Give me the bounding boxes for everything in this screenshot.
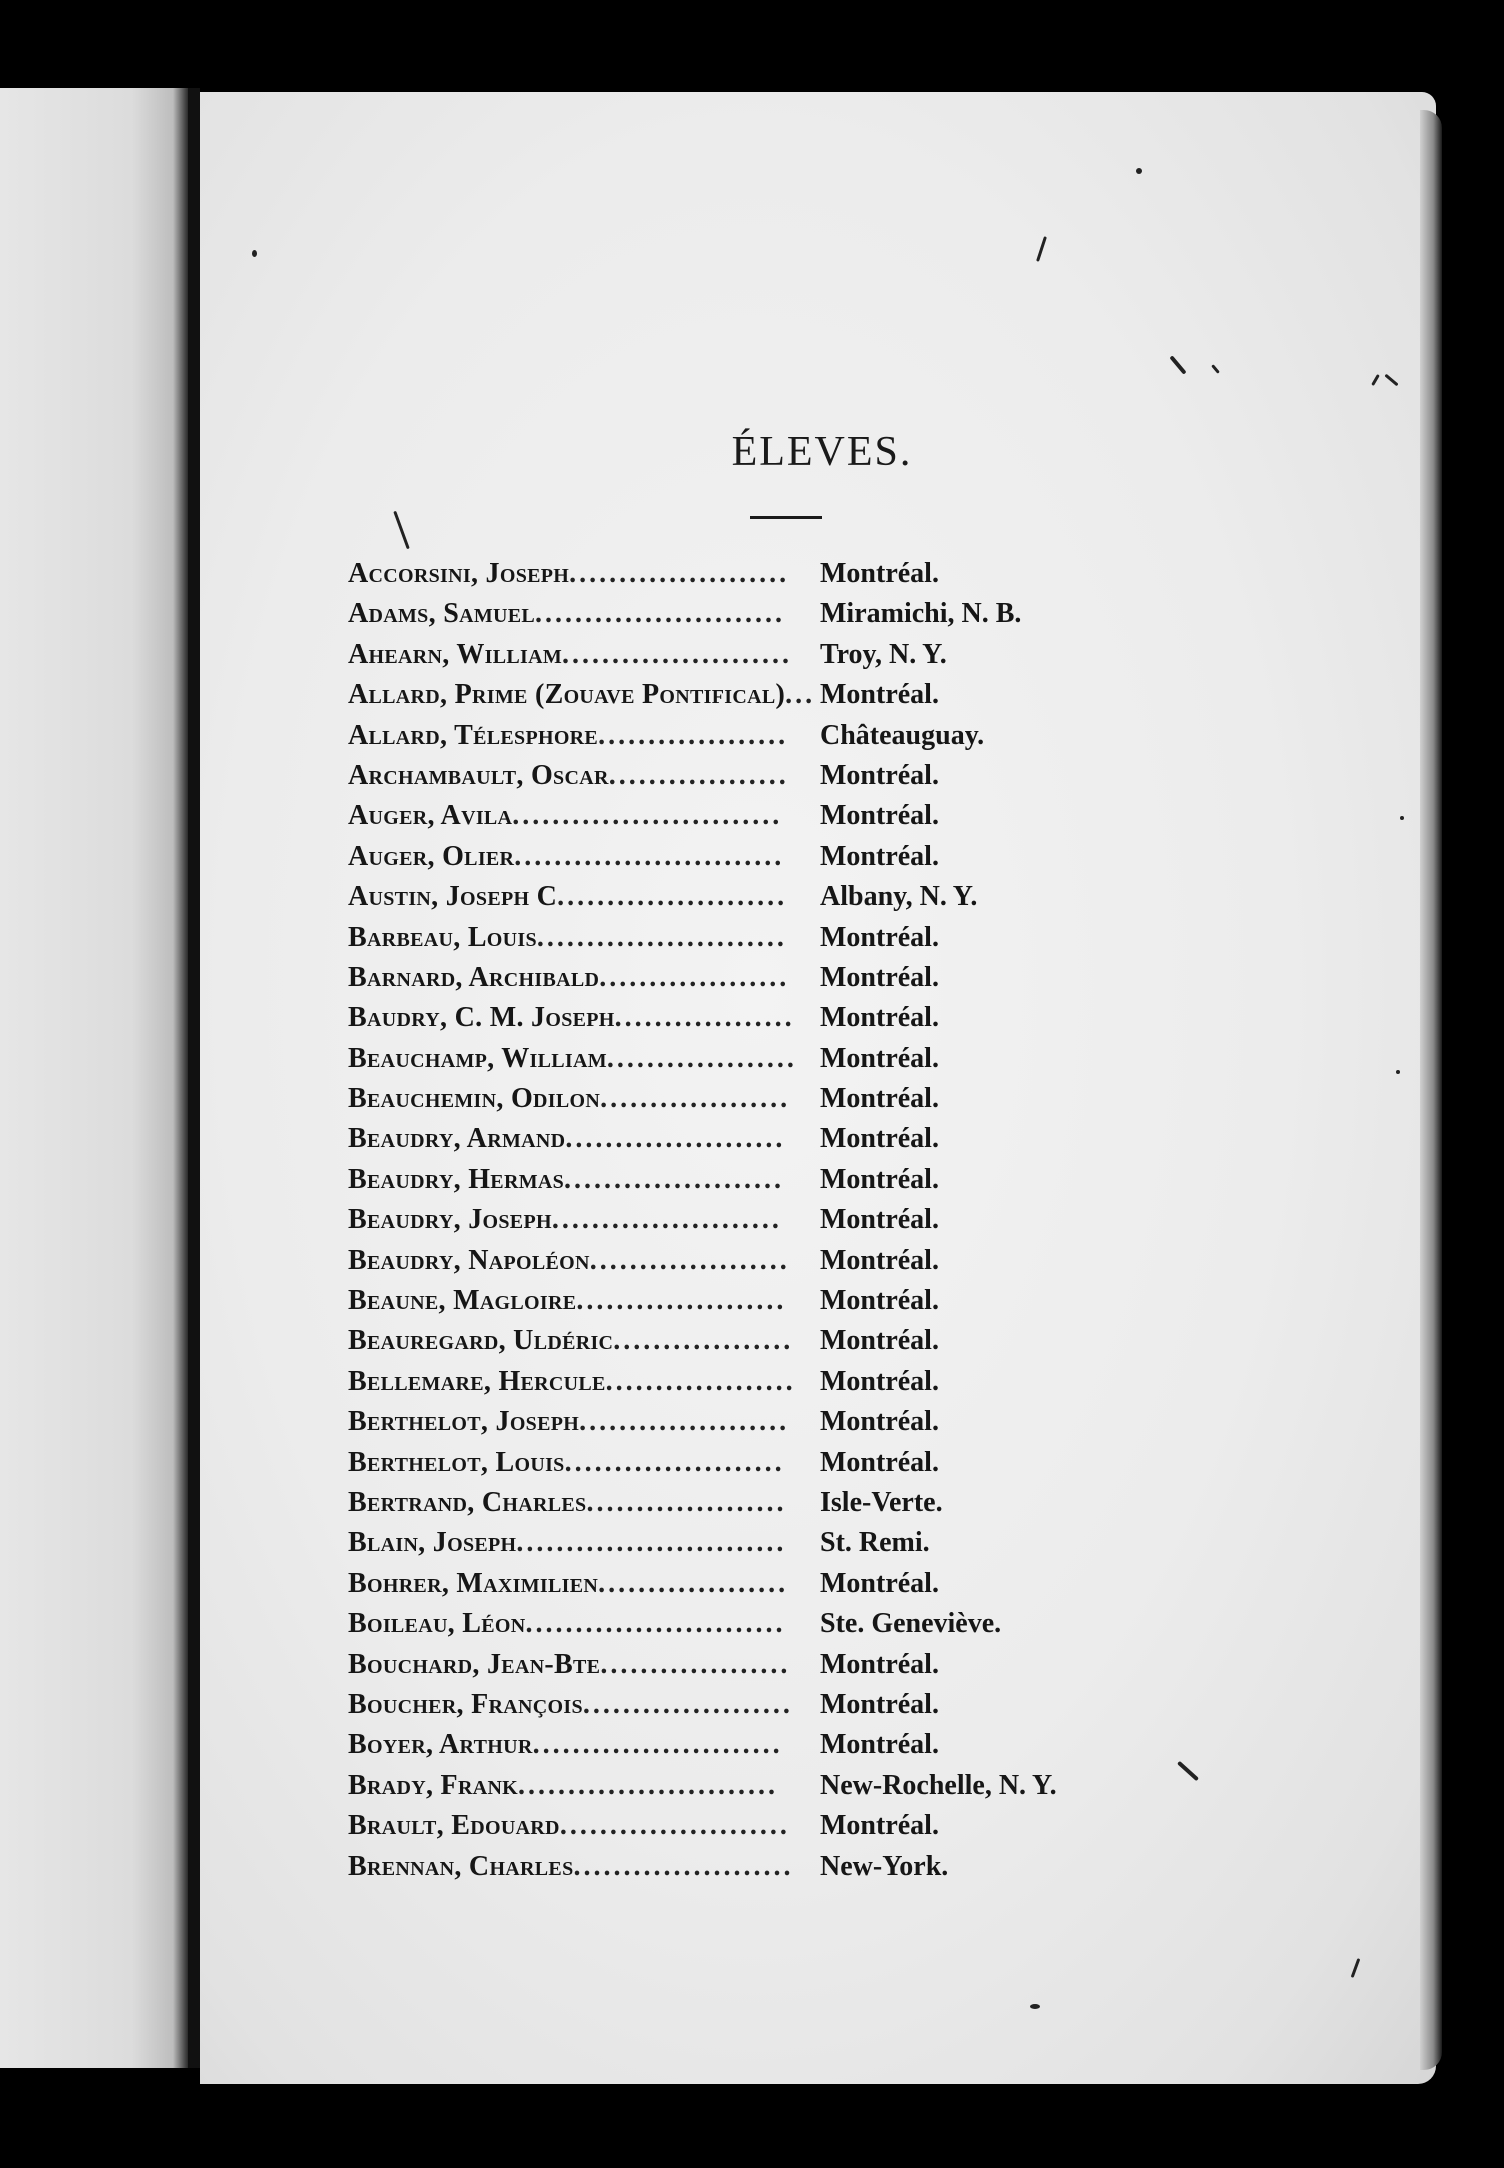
student-place: Montréal. (820, 921, 939, 953)
student-place: Montréal. (820, 1365, 939, 1397)
student-place: Montréal. (820, 1729, 939, 1761)
dot-leader: ....................... (559, 1810, 790, 1842)
student-row (348, 1689, 1128, 1729)
student-row (348, 1083, 1128, 1123)
scan-speck (1136, 168, 1142, 174)
student-name: Brennan, Charles (348, 1850, 574, 1882)
page-right-edge (1420, 110, 1442, 2070)
student-name: Boucher, François (348, 1688, 583, 1720)
student-row (348, 962, 1128, 1002)
student-place: Montréal. (820, 961, 939, 993)
student-row (348, 1649, 1128, 1689)
dot-leader: ....................... (562, 638, 793, 670)
student-row (348, 1366, 1128, 1406)
student-name: Allard, Télesphore (348, 719, 599, 751)
student-row (348, 922, 1128, 962)
student-name: Auger, Avila (348, 800, 513, 832)
dot-leader: ................... (598, 719, 789, 751)
dot-leader: ..................... (582, 1688, 793, 1720)
student-name: Ahearn, William (348, 638, 563, 670)
student-name: Accorsini, Joseph (348, 558, 570, 589)
student-name: Berthelot, Louis (348, 1446, 565, 1478)
student-row (348, 720, 1128, 760)
dot-leader: .................... (589, 1244, 790, 1276)
student-row (348, 639, 1128, 679)
dot-leader: .................... (586, 1486, 787, 1518)
student-name: Beaudry, Hermas (348, 1163, 565, 1195)
student-place: Montréal. (820, 1325, 939, 1357)
dot-leader: ...................... (565, 1123, 786, 1155)
student-place: Montréal. (820, 558, 939, 589)
student-row (348, 1851, 1128, 1891)
student-row (348, 1729, 1128, 1769)
student-name: Beauchemin, Odilon (348, 1083, 601, 1115)
student-name: Beaudry, Joseph (348, 1204, 552, 1236)
student-place: Montréal. (820, 1083, 939, 1115)
dot-leader: ......................... (532, 1729, 783, 1761)
student-row (348, 760, 1128, 800)
scan-speck (1030, 2004, 1040, 2009)
dot-leader: .......................... (518, 1769, 779, 1801)
dot-leader: ................... (605, 1365, 796, 1397)
student-place: Montréal. (820, 759, 939, 791)
student-row (348, 1568, 1128, 1608)
student-row (348, 1810, 1128, 1850)
student-name: Archambault, Oscar (348, 759, 609, 791)
dot-leader: .................. (608, 759, 789, 791)
dot-leader: .......................... (525, 1608, 786, 1640)
student-place: Miramichi, N. B. (820, 598, 1022, 630)
student-name: Auger, Olier (348, 840, 515, 872)
student-row (348, 1770, 1128, 1810)
dot-leader: ................... (598, 1567, 789, 1599)
student-row (348, 1487, 1128, 1527)
dot-leader: ........................... (516, 1527, 787, 1559)
facing-page-edge (0, 88, 188, 2068)
student-row (348, 558, 1128, 598)
student-place: Montréal. (820, 1567, 939, 1599)
dot-leader: .................. (613, 1325, 794, 1357)
student-name: Berthelot, Joseph (348, 1406, 580, 1438)
dot-leader: .................. (614, 1002, 795, 1034)
student-name: Allard, Prime (Zouave Pontifical) (348, 679, 786, 711)
student-list (348, 558, 1128, 1891)
student-place: Montréal. (820, 1648, 939, 1680)
student-place: Ste. Geneviève. (820, 1608, 1002, 1640)
dot-leader: ....................... (557, 881, 788, 913)
dot-leader: ......................... (536, 921, 787, 953)
student-name: Beauregard, Uldéric (348, 1325, 614, 1357)
student-row (348, 800, 1128, 840)
student-row (348, 1325, 1128, 1365)
student-row (348, 1447, 1128, 1487)
student-place: New-York. (820, 1850, 949, 1882)
dot-leader: ...................... (564, 1446, 785, 1478)
student-place: Montréal. (820, 1810, 939, 1842)
student-row (348, 598, 1128, 638)
student-row (348, 1527, 1128, 1567)
student-name: Beaudry, Armand (348, 1123, 566, 1155)
student-row (348, 1164, 1128, 1204)
dot-leader: ..................... (579, 1406, 790, 1438)
page-title: ÉLEVES. (731, 429, 913, 475)
student-row (348, 1608, 1128, 1648)
title-rule (750, 516, 822, 519)
student-place: Albany, N. Y. (820, 881, 978, 913)
dot-leader: ........................... (512, 800, 783, 832)
student-name: Baudry, C. M. Joseph (348, 1002, 615, 1034)
student-name: Boileau, Léon (348, 1608, 526, 1640)
scan-speck (252, 250, 257, 257)
student-place: Isle-Verte. (820, 1486, 943, 1518)
dot-leader: ....................... (551, 1204, 782, 1236)
student-name: Beaune, Magloire (348, 1285, 577, 1317)
student-name: Beaudry, Napoléon (348, 1244, 590, 1276)
student-row (348, 1123, 1128, 1163)
student-place: New-Rochelle, N. Y. (820, 1769, 1057, 1801)
student-name: Barbeau, Louis (348, 921, 537, 953)
dot-leader: ......................... (535, 598, 786, 630)
student-name: Adams, Samuel (348, 598, 536, 630)
student-name: Bouchard, Jean-Bte (348, 1648, 601, 1680)
student-place: Montréal. (820, 1406, 939, 1438)
student-row (348, 1204, 1128, 1244)
dot-leader: ........................... (514, 840, 785, 872)
student-name: Blain, Joseph (348, 1527, 517, 1559)
dot-leader: ................... (600, 1083, 791, 1115)
student-row (348, 1245, 1128, 1285)
dot-leader: ...................... (573, 1850, 794, 1882)
student-row (348, 1285, 1128, 1325)
student-place: Châteauguay. (820, 719, 985, 751)
student-place: Montréal. (820, 1163, 939, 1195)
student-row (348, 679, 1128, 719)
student-place: Montréal. (820, 1002, 939, 1034)
student-place: Montréal. (820, 1204, 939, 1236)
book-gutter (188, 88, 200, 2068)
student-place: Troy, N. Y. (820, 638, 947, 670)
scan-speck (1400, 816, 1404, 820)
student-row (348, 1406, 1128, 1446)
student-name: Bohrer, Maximilien (348, 1567, 599, 1599)
student-name: Beauchamp, William (348, 1042, 607, 1074)
dot-leader: ..................... (576, 1285, 787, 1317)
student-place: Montréal. (820, 1446, 939, 1478)
student-row (348, 881, 1128, 921)
dot-leader: ...................... (569, 558, 790, 589)
student-place: Montréal. (820, 1244, 939, 1276)
student-place: Montréal. (820, 840, 939, 872)
dot-leader: ... (785, 679, 816, 711)
student-name: Bertrand, Charles (348, 1486, 587, 1518)
dot-leader: ................... (599, 961, 790, 993)
student-place: Montréal. (820, 1042, 939, 1074)
scan-speck (1396, 1070, 1400, 1074)
student-place: Montréal. (820, 679, 939, 711)
student-place: Montréal. (820, 1123, 939, 1155)
student-name: Bellemare, Hercule (348, 1365, 606, 1397)
student-place: Montréal. (820, 1688, 939, 1720)
student-row (348, 1043, 1128, 1083)
student-name: Boyer, Arthur (348, 1729, 533, 1761)
student-name: Barnard, Archibald (348, 961, 600, 993)
dot-leader: ................... (606, 1042, 797, 1074)
dot-leader: ................... (600, 1648, 791, 1680)
student-name: Brady, Frank (348, 1769, 519, 1801)
student-name: Austin, Joseph C (348, 881, 558, 913)
student-row (348, 841, 1128, 881)
student-place: St. Remi. (820, 1527, 930, 1559)
student-place: Montréal. (820, 1285, 939, 1317)
student-name: Brault, Edouard (348, 1810, 560, 1842)
student-place: Montréal. (820, 800, 939, 832)
student-row (348, 1002, 1128, 1042)
dot-leader: ...................... (564, 1163, 785, 1195)
